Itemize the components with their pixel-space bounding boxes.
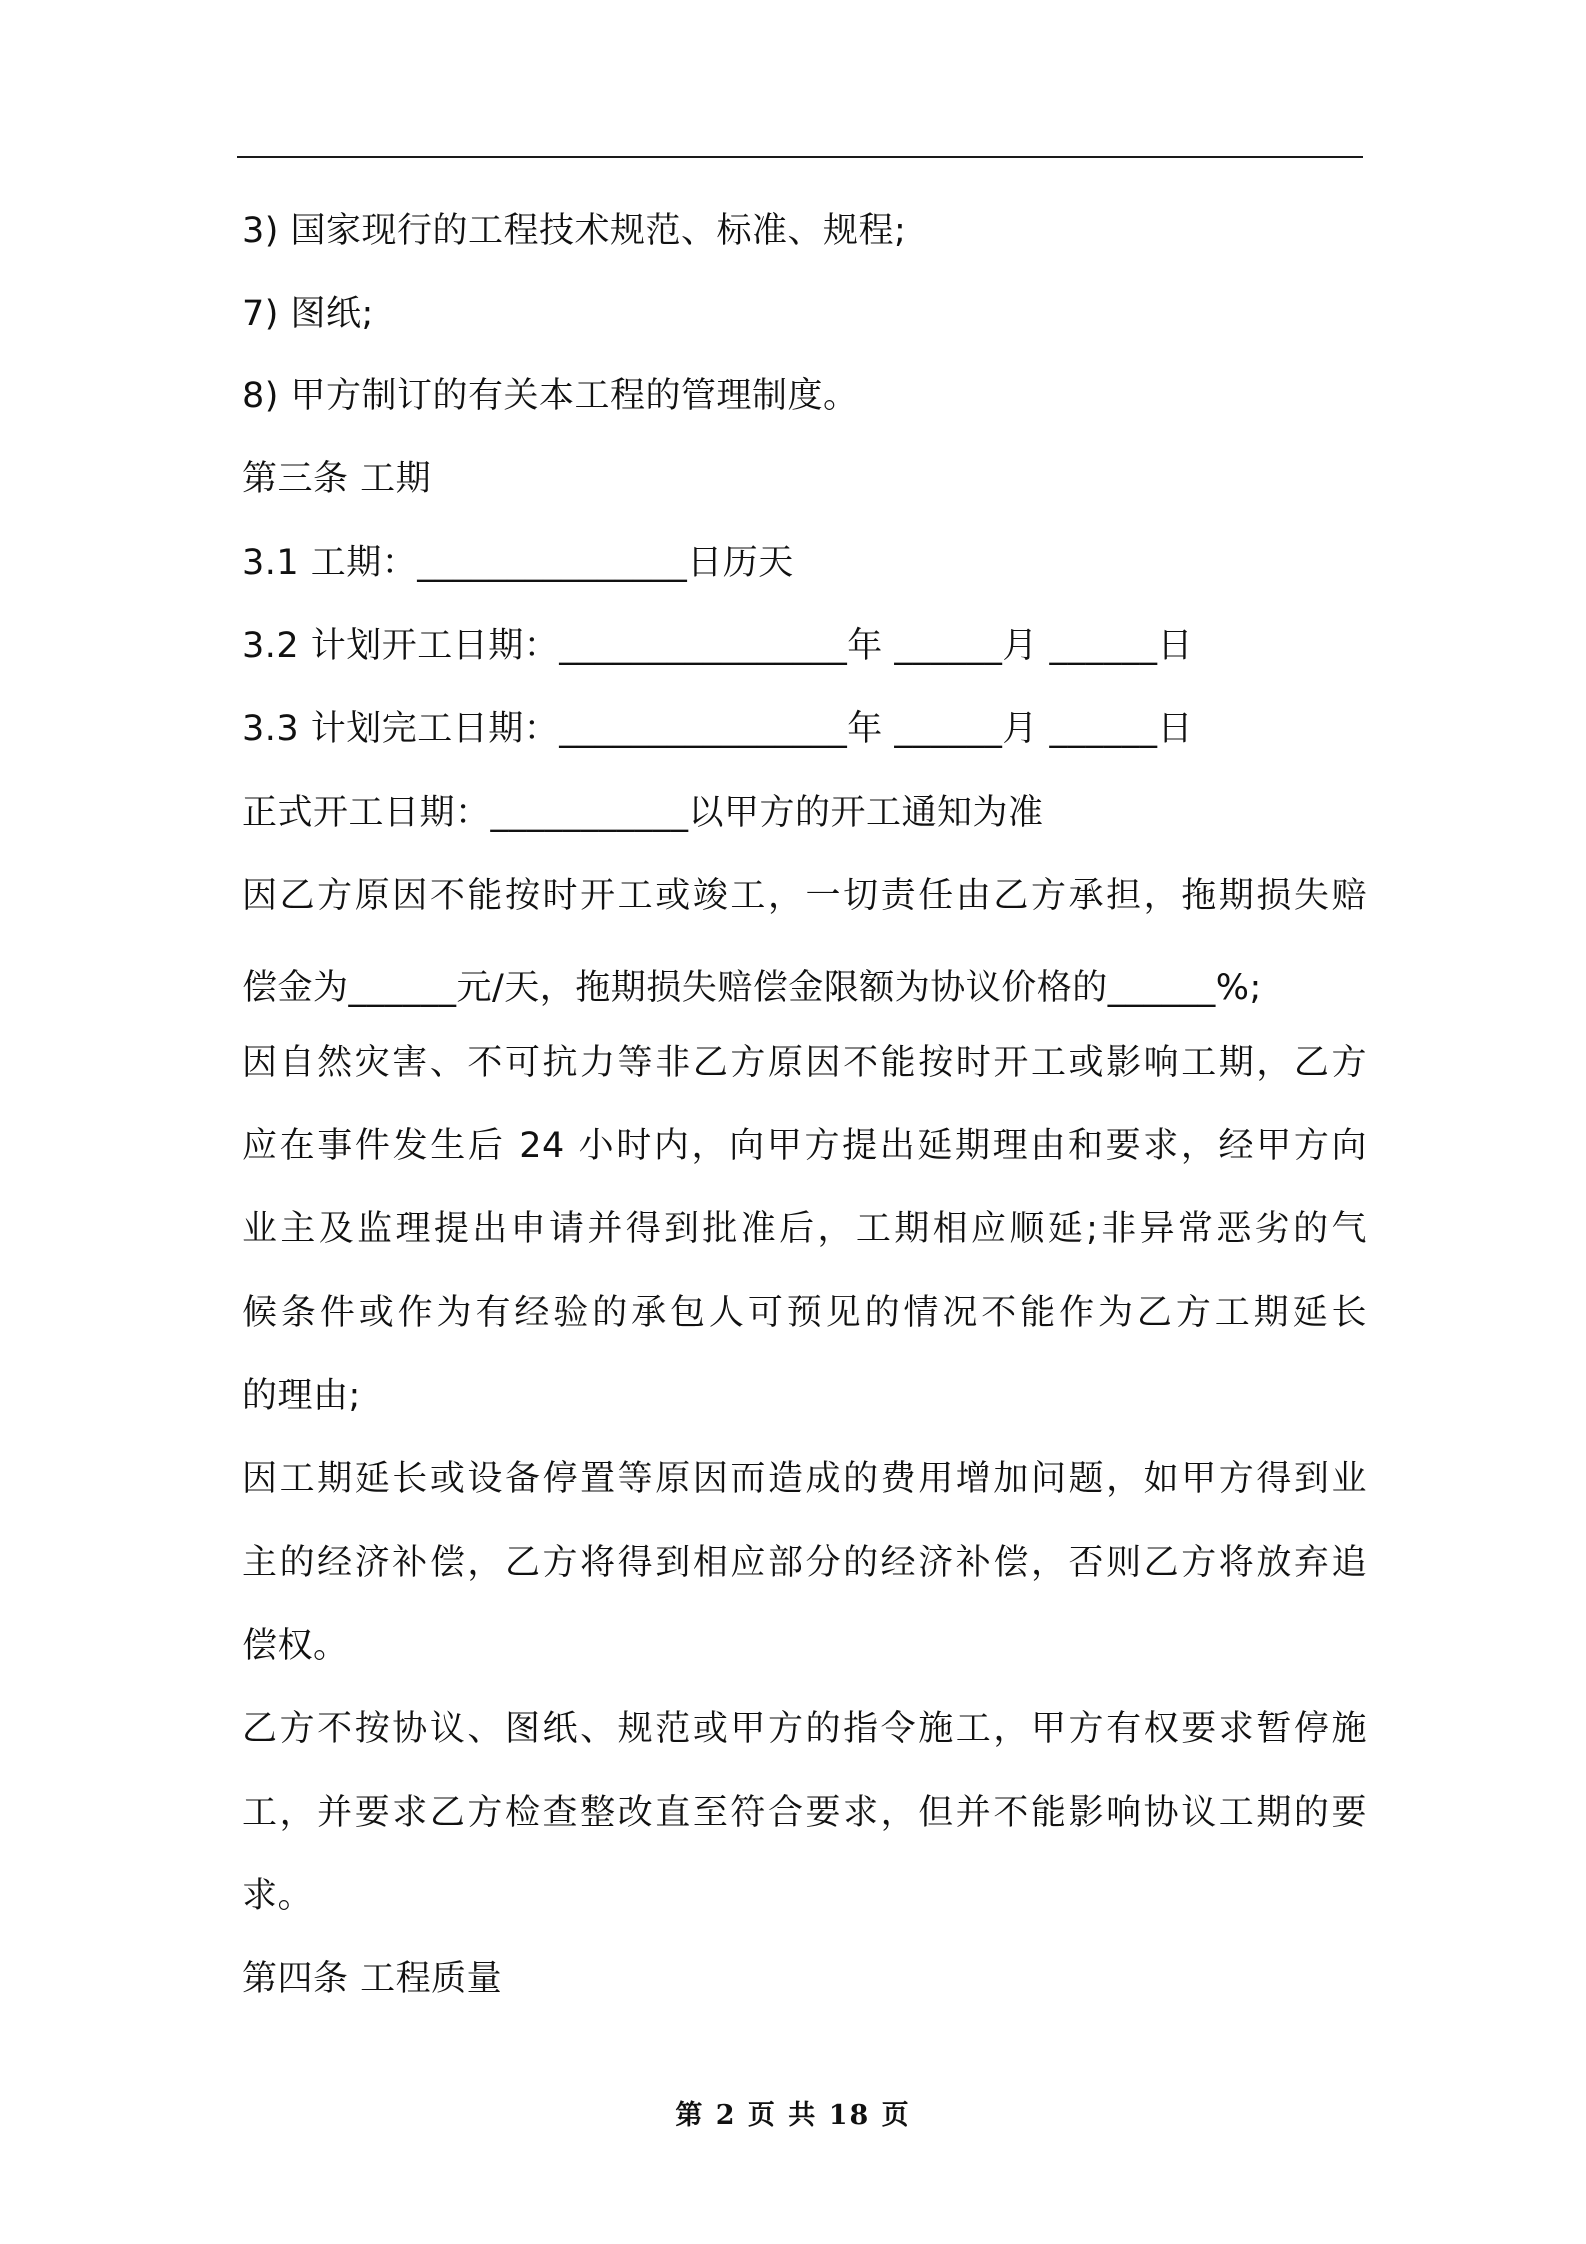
clause-3-2: 3.2 计划开工日期：________________年 ______月 ______日: [242, 626, 1194, 666]
paragraph-line: 偿权。: [242, 1626, 349, 1666]
header-rule: [237, 156, 1363, 158]
clause-3-3: 3.3 计划完工日期：________________年 ______月 ______日: [242, 709, 1194, 749]
list-item-7: 7) 图纸;: [242, 294, 374, 334]
list-item-3: 3) 国家现行的工程技术规范、标准、规程;: [242, 211, 907, 251]
paragraph-line: 主的经济补偿，乙方将得到相应部分的经济补偿，否则乙方将放弃追: [242, 1543, 1367, 1583]
clause-3-1: 3.1 工期：_______________日历天: [242, 543, 794, 583]
page-number-footer: 第 2 页 共 18 页: [675, 2100, 911, 2131]
paragraph-line: 因自然灾害、不可抗力等非乙方原因不能按时开工或影响工期，乙方: [242, 1043, 1367, 1083]
section-heading-article-3: 第三条 工期: [242, 459, 432, 499]
paragraph-line: 乙方不按协议、图纸、规范或甲方的指令施工，甲方有权要求暂停施: [242, 1709, 1367, 1749]
paragraph-line: 业主及监理提出申请并得到批准后，工期相应顺延;非异常恶劣的气: [242, 1209, 1367, 1249]
paragraph-line: 偿金为______元/天，拖期损失赔偿金限额为协议价格的______%;: [242, 968, 1262, 1008]
list-item-8: 8) 甲方制订的有关本工程的管理制度。: [242, 376, 859, 416]
paragraph-line: 应在事件发生后 24 小时内，向甲方提出延期理由和要求，经甲方向: [242, 1126, 1367, 1166]
formal-start-date-line: 正式开工日期：___________以甲方的开工通知为准: [242, 793, 1044, 833]
paragraph-line: 候条件或作为有经验的承包人可预见的情况不能作为乙方工期延长: [242, 1293, 1367, 1333]
paragraph-line: 工，并要求乙方检查整改直至符合要求，但并不能影响协议工期的要: [242, 1793, 1367, 1833]
paragraph-line: 求。: [242, 1876, 314, 1916]
paragraph-line: 因乙方原因不能按时开工或竣工，一切责任由乙方承担，拖期损失赔: [242, 876, 1367, 916]
paragraph-line: 因工期延长或设备停置等原因而造成的费用增加问题，如甲方得到业: [242, 1459, 1367, 1499]
section-heading-article-4: 第四条 工程质量: [242, 1959, 503, 1999]
paragraph-line: 的理由;: [242, 1376, 361, 1416]
